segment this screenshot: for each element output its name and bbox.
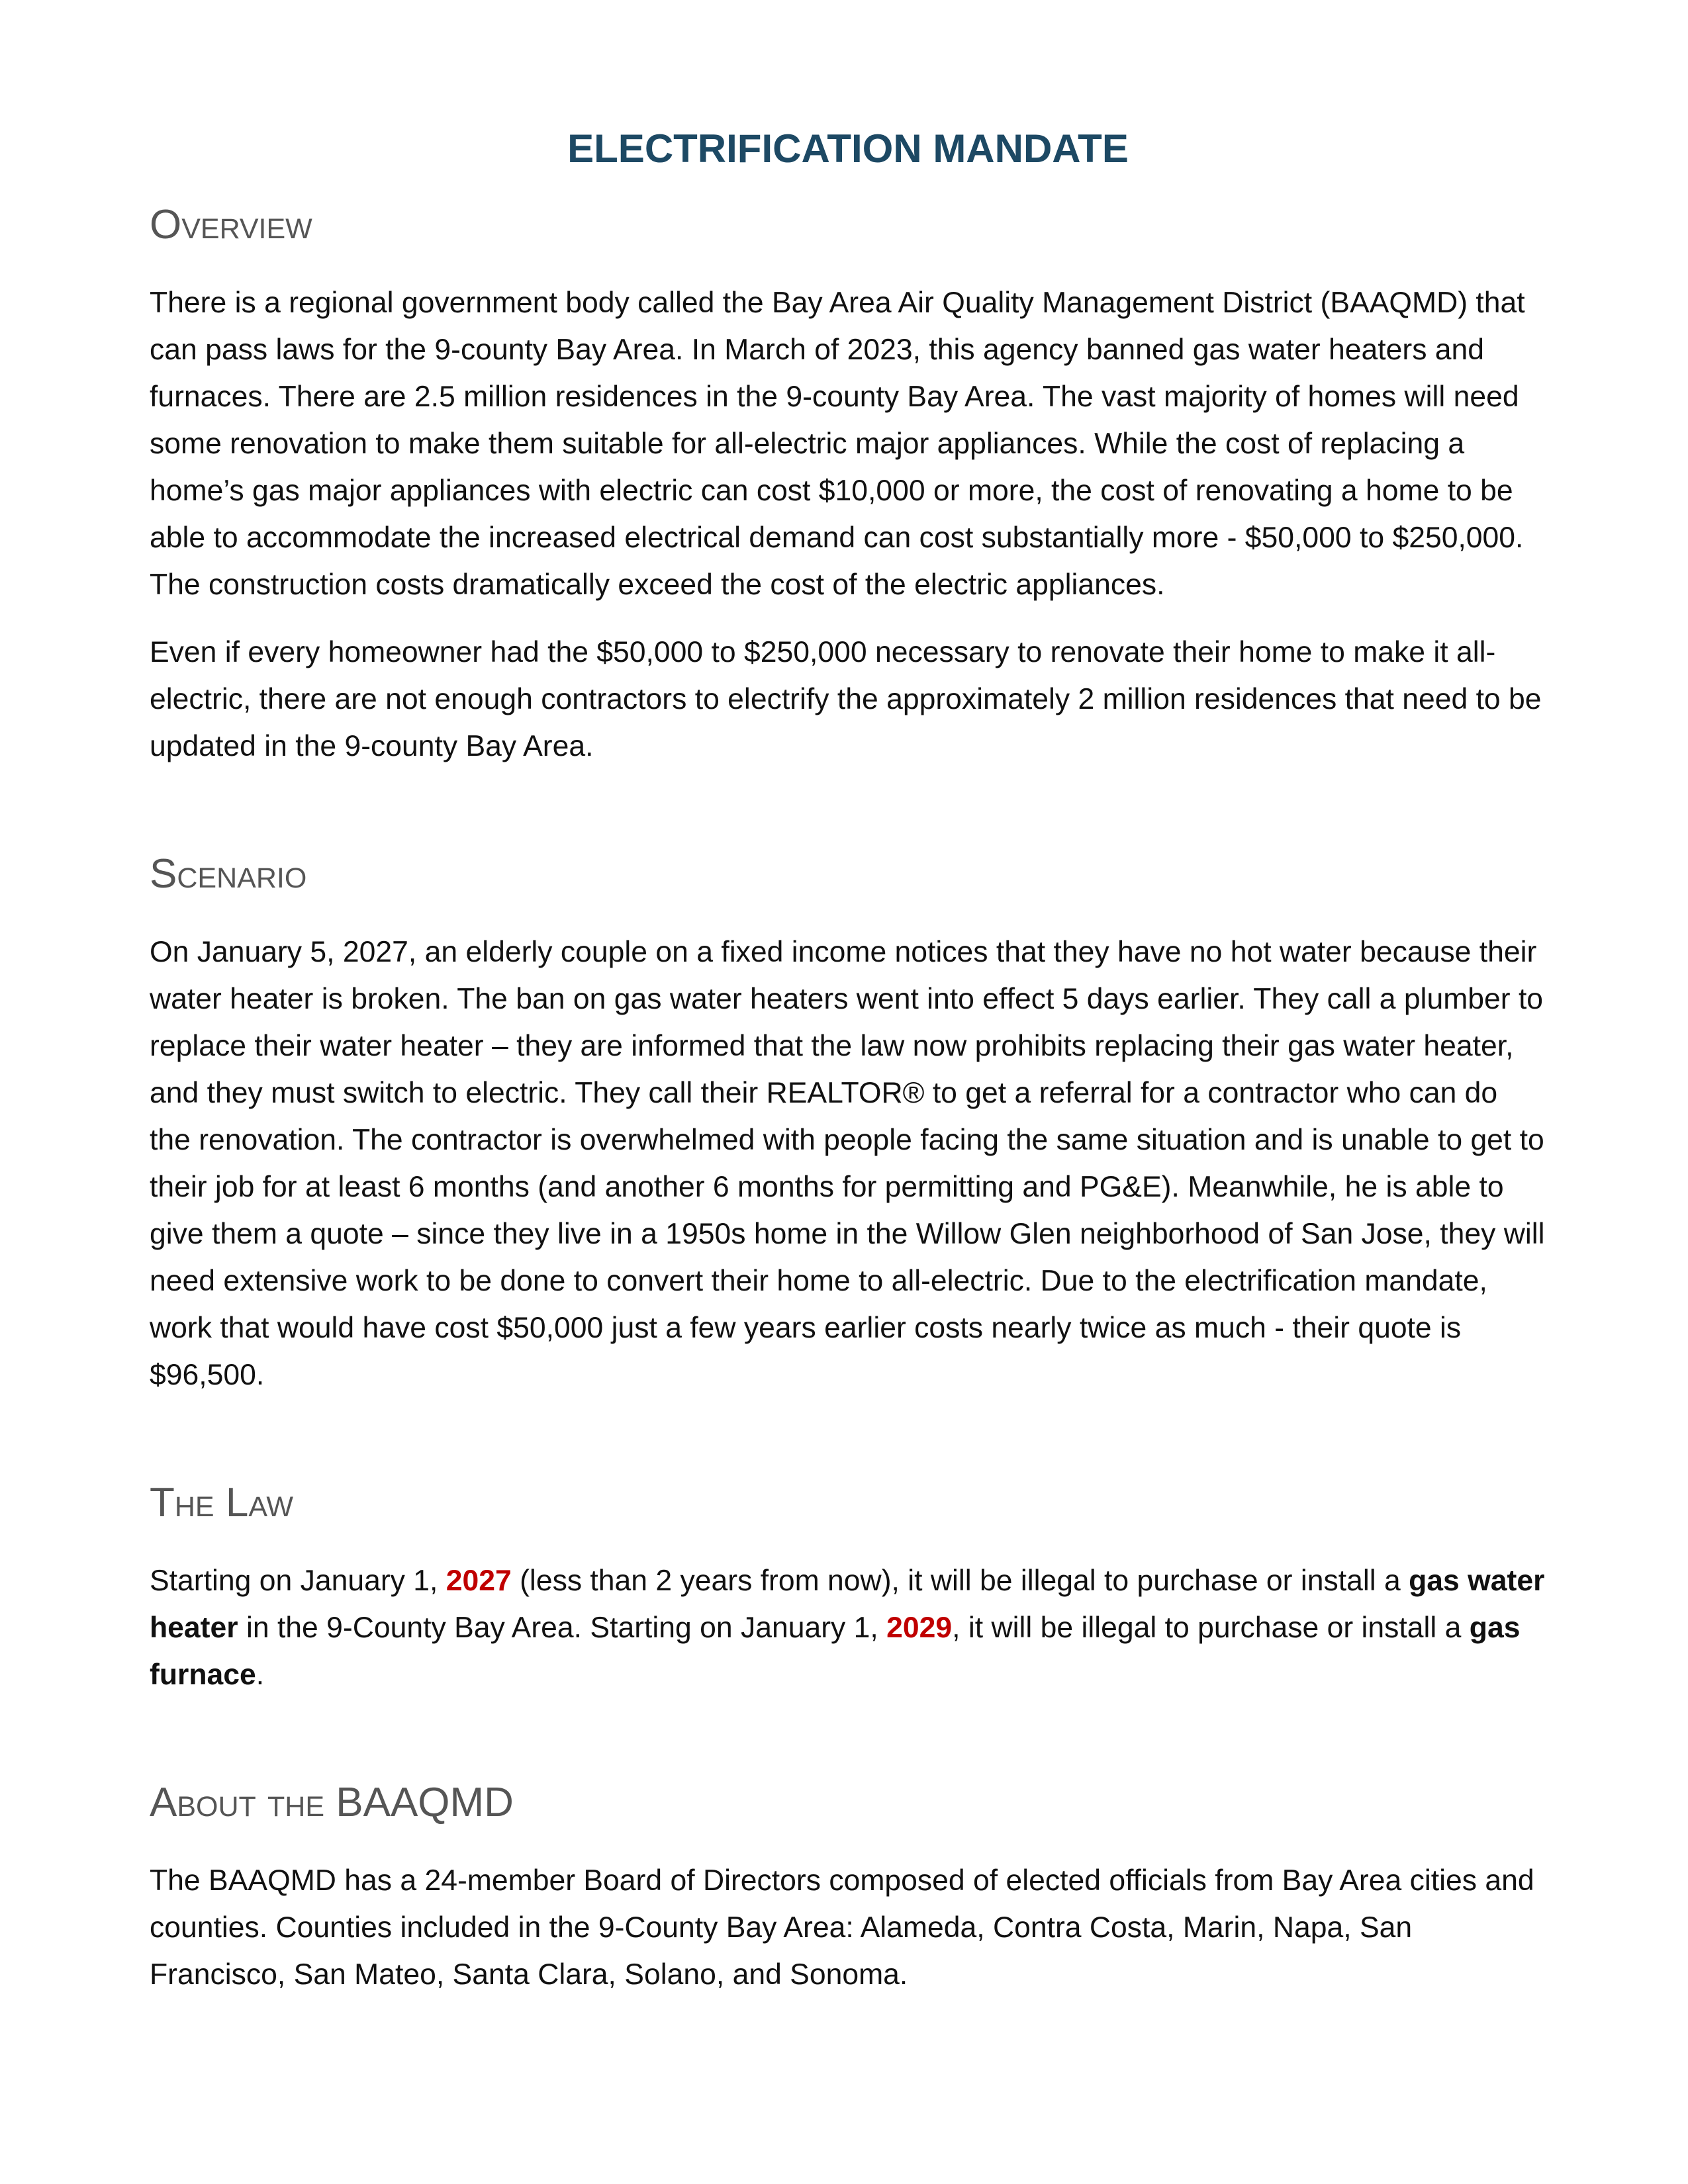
section-heading-about: About the BAAQMD bbox=[150, 1780, 514, 1825]
law-text-3: in the 9-County Bay Area. Starting on January 1, bbox=[238, 1612, 887, 1644]
section-heading-scenario: Scenario bbox=[150, 851, 307, 897]
scenario-paragraph: On January 5, 2027, an elderly couple on a fixed income notices that they have no hot water because their water heater is broken. The ban on gas water heaters went into effect 5 days earlier. They call a plumber to replace their water heater – they are informed that the law now prohibits replacing their gas water heater, and they must switch to electric. They call their REALTOR® to get a referral for a contractor who can do the renovation. The contractor is overwhelmed with people facing the same situation and is unable to get to their job for at least 6 months (and another 6 months for permitting and PG&E). Meanwhile, he is able to give them a quote – since they live in a 1950s home in the Willow Glen neighborhood of San Jose, they will need extensive work to be done to convert their home to all-electric. Due to the electrification mandate, work that would have cost $50,000 just a few years earlier costs nearly twice as much - their quote is $96,500. bbox=[150, 936, 1545, 1391]
about-paragraph: The BAAQMD has a 24-member Board of Directors composed of elected officials from Bay Area cities and counties. Counties included in the 9-County Bay Area: Alameda, Contra Costa, Marin, Napa, San Francisco, San Mateo, Santa Clara, Solano, and Sonoma. bbox=[150, 1864, 1534, 1991]
law-item-gas-water-heater: gas water heater bbox=[150, 1565, 1545, 1644]
law-text-5: . bbox=[256, 1659, 265, 1691]
law-text-2: (less than 2 years from now), it will be illegal to purchase or install a bbox=[511, 1565, 1409, 1597]
overview-paragraph-1: There is a regional government body called the Bay Area Air Quality Management District (BAAQMD) that can pass laws for the 9-county Bay Area. In March of 2023, this agency banned gas water heaters and furnaces. There are 2.5 million residences in the 9-county Bay Area. The vast majority of homes will need some renovation to make them suitable for all-electric major appliances. While the cost of replacing a home’s gas major appliances with electric can cost $10,000 or more, the cost of renovating a home to be able to accommodate the increased electrical demand can cost substantially more - $50,000 to $250,000. The construction costs dramatically exceed the cost of the electric appliances. bbox=[150, 287, 1525, 601]
section-heading-the-law: The Law bbox=[150, 1480, 293, 1525]
law-text-1: Starting on January 1, bbox=[150, 1565, 446, 1597]
law-year-2027: 2027 bbox=[445, 1565, 512, 1597]
section-heading-overview: Overview bbox=[150, 202, 312, 248]
law-text-4: , it will be illegal to purchase or install a bbox=[952, 1612, 1470, 1644]
document-title: ELECTRIFICATION MANDATE bbox=[567, 126, 1129, 171]
the-law-paragraph bbox=[150, 1557, 1546, 1698]
law-item-gas-furnace: gas furnace bbox=[150, 1612, 1521, 1691]
law-year-2029: 2029 bbox=[886, 1612, 953, 1644]
document-page bbox=[150, 119, 1546, 1998]
overview-paragraph-2: Even if every homeowner had the $50,000 to $250,000 necessary to renovate their home to make it all-electric, there are not enough contractors to electrify the approximately 2 million residences that need to be updated in the 9-county Bay Area. bbox=[150, 636, 1542, 762]
